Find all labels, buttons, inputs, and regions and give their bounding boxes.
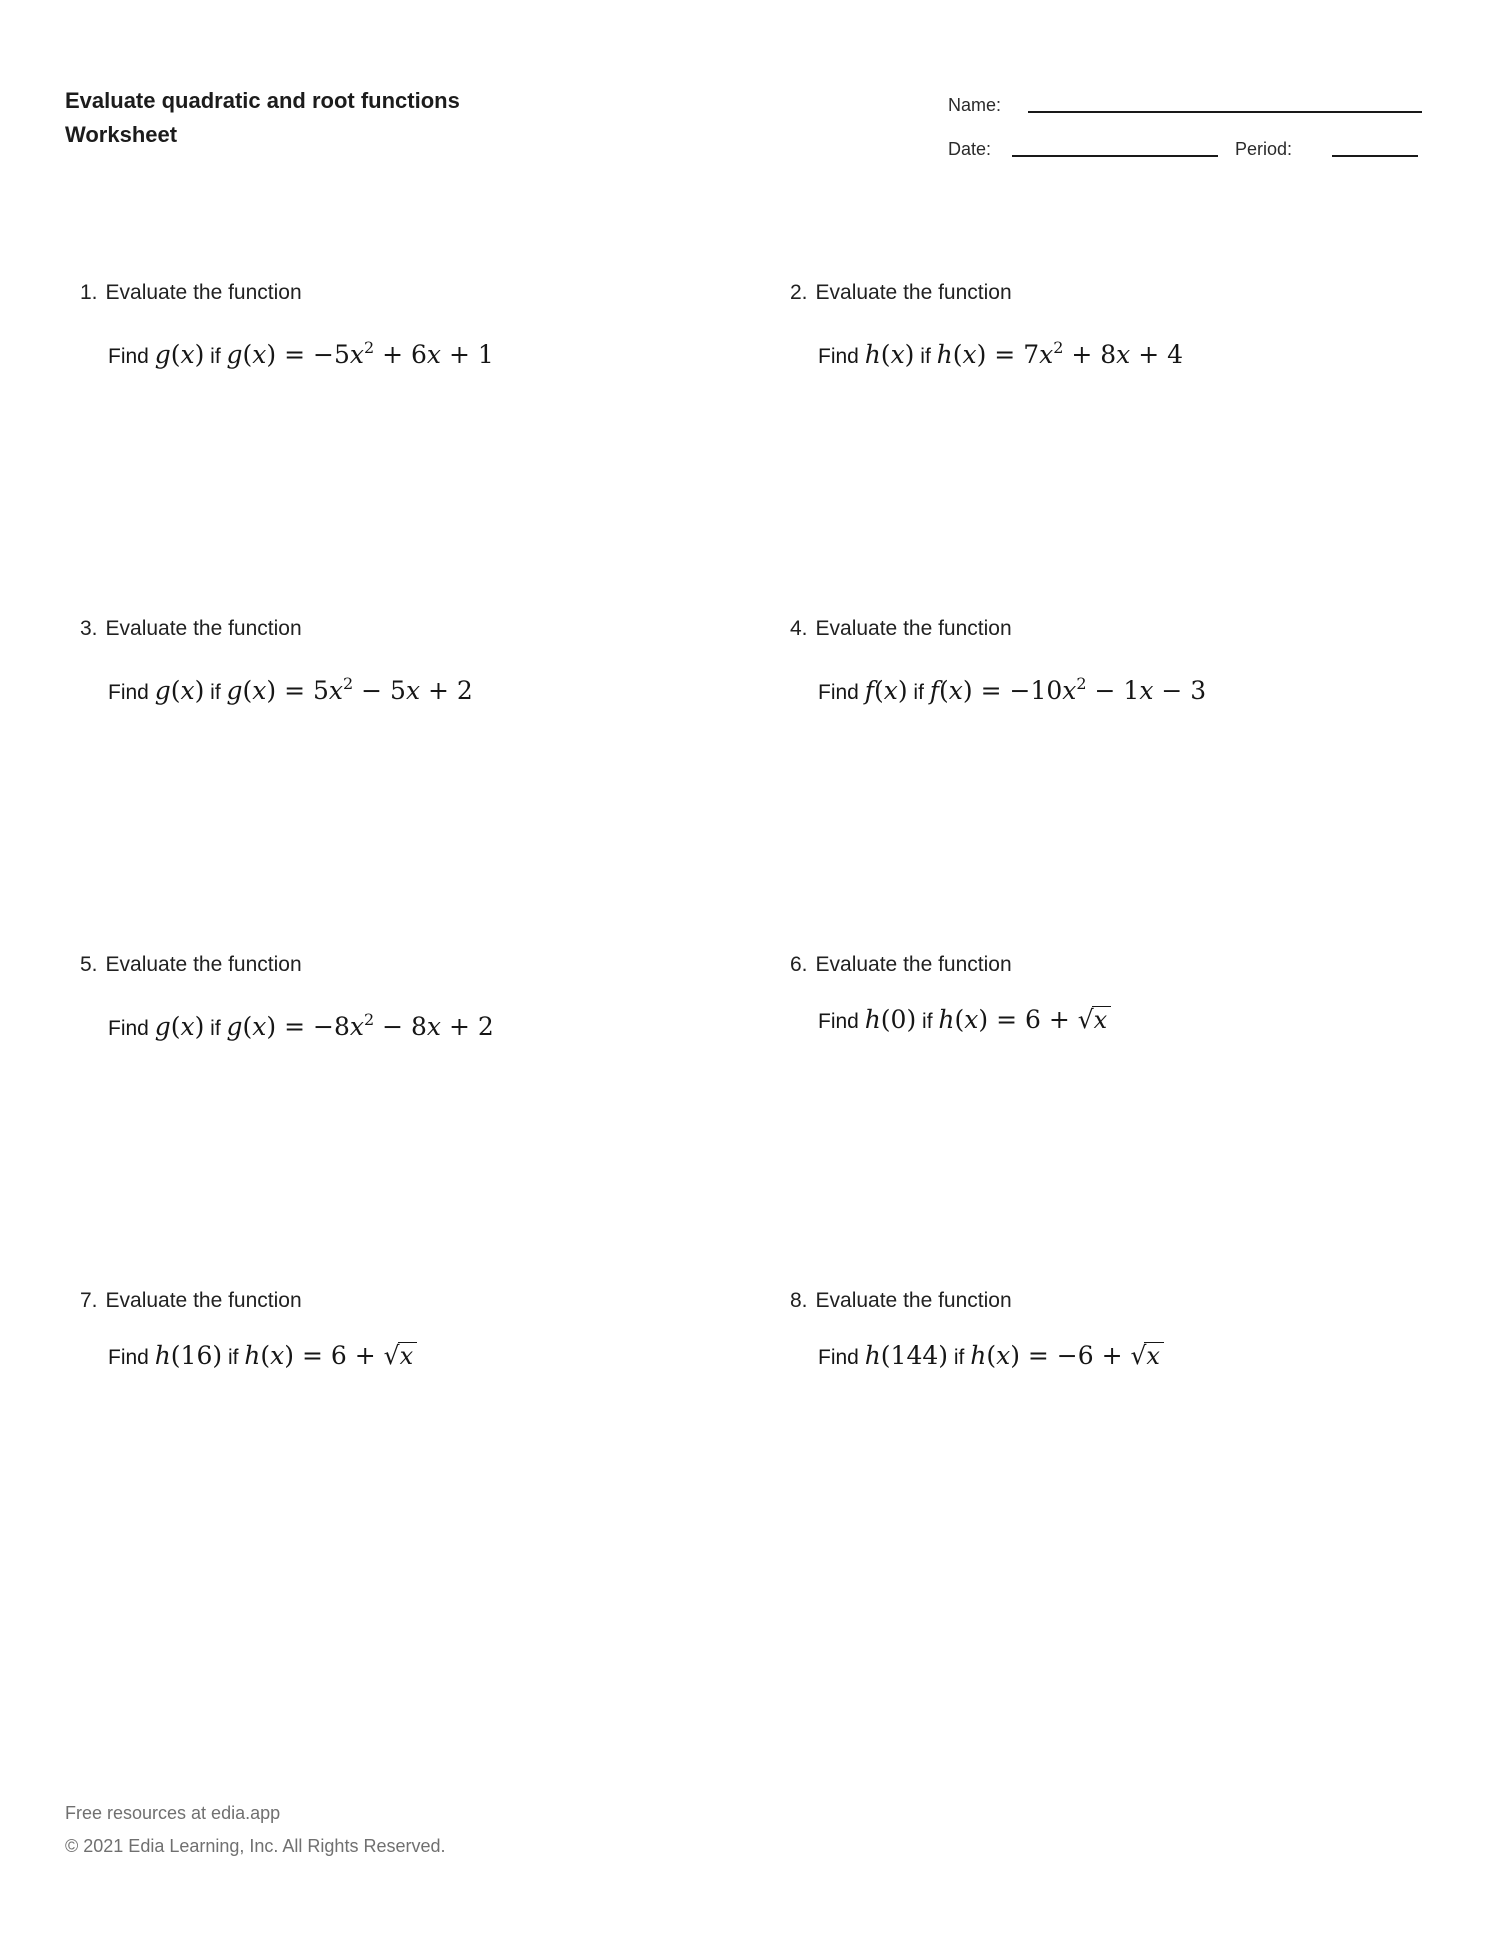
radical-icon: √ bbox=[383, 1341, 400, 1370]
problem-prompt bbox=[80, 953, 760, 977]
problem-prompt bbox=[80, 617, 760, 641]
period-label: Period: bbox=[1235, 139, 1293, 159]
problem-prompt bbox=[80, 281, 760, 305]
date-underline bbox=[1012, 140, 1218, 157]
radical-icon: √ bbox=[1130, 1341, 1147, 1370]
page-footer bbox=[65, 1797, 445, 1863]
problem-4 bbox=[790, 617, 1425, 953]
problem-prompt-text: Evaluate the function bbox=[815, 953, 1012, 976]
problem-prompt-text: Evaluate the function bbox=[105, 281, 302, 304]
problem-5 bbox=[80, 953, 790, 1289]
problem-prompt-text: Evaluate the function bbox=[815, 1289, 1012, 1312]
problem-3 bbox=[80, 617, 790, 953]
problem-2 bbox=[790, 281, 1425, 617]
problem-8 bbox=[790, 1289, 1425, 1625]
problem-prompt-text: Evaluate the function bbox=[815, 281, 1012, 304]
period-underline bbox=[1332, 140, 1418, 157]
page-title bbox=[65, 84, 460, 152]
name-label: Name: bbox=[948, 95, 1002, 115]
problem-prompt bbox=[790, 281, 1395, 305]
problem-number: 8. bbox=[790, 1289, 808, 1312]
problem-expression: Find g(x) if g(x) = −8x2 − 8x + 2 bbox=[108, 1010, 494, 1041]
problem-expression: Find g(x) if g(x) = 5x2 − 5x + 2 bbox=[108, 674, 473, 705]
problem-expression: Find h(0) if h(x) = 6 + √x bbox=[790, 1001, 1395, 1043]
problem-number: 2. bbox=[790, 281, 808, 304]
radicand: x bbox=[1144, 1342, 1164, 1369]
problem-prompt-text: Evaluate the function bbox=[105, 953, 302, 976]
problem-number: 5. bbox=[80, 953, 98, 976]
problem-prompt-text: Evaluate the function bbox=[105, 617, 302, 640]
problem-expression: Find h(144) if h(x) = −6 + √x bbox=[790, 1337, 1395, 1379]
problem-7 bbox=[80, 1289, 790, 1625]
problem-number: 3. bbox=[80, 617, 98, 640]
problem-expression: Find h(16) if h(x) = 6 + √x bbox=[80, 1337, 760, 1379]
problem-number: 1. bbox=[80, 281, 98, 304]
problem-grid bbox=[80, 281, 1425, 1625]
date-label: Date: bbox=[948, 139, 992, 159]
footer-copyright-text: © 2021 Edia Learning, Inc. All Rights Reserved. bbox=[65, 1836, 446, 1856]
problem-prompt bbox=[790, 1289, 1395, 1313]
radicand: x bbox=[398, 1342, 418, 1369]
problem-expression: Find f(x) if f(x) = −10x2 − 1x − 3 bbox=[818, 674, 1207, 705]
name-underline bbox=[1028, 96, 1422, 113]
page-title-line2: Worksheet bbox=[65, 122, 178, 147]
footer-resources-text: Free resources at edia.app bbox=[65, 1803, 281, 1823]
page-title-line1: Evaluate quadratic and root functions bbox=[65, 88, 460, 113]
problem-prompt bbox=[80, 1289, 760, 1313]
problem-prompt bbox=[790, 953, 1395, 977]
problem-prompt-text: Evaluate the function bbox=[815, 617, 1012, 640]
problem-6 bbox=[790, 953, 1425, 1289]
problem-expression: Find h(x) if h(x) = 7x2 + 8x + 4 bbox=[818, 338, 1183, 369]
problem-number: 6. bbox=[790, 953, 808, 976]
radicand: x bbox=[1092, 1006, 1112, 1033]
radical-icon: √ bbox=[1077, 1005, 1094, 1034]
problem-number: 7. bbox=[80, 1289, 98, 1312]
problem-1 bbox=[80, 281, 790, 617]
problem-expression: Find g(x) if g(x) = −5x2 + 6x + 1 bbox=[108, 338, 494, 369]
problem-number: 4. bbox=[790, 617, 808, 640]
problem-prompt-text: Evaluate the function bbox=[105, 1289, 302, 1312]
problem-prompt bbox=[790, 617, 1395, 641]
